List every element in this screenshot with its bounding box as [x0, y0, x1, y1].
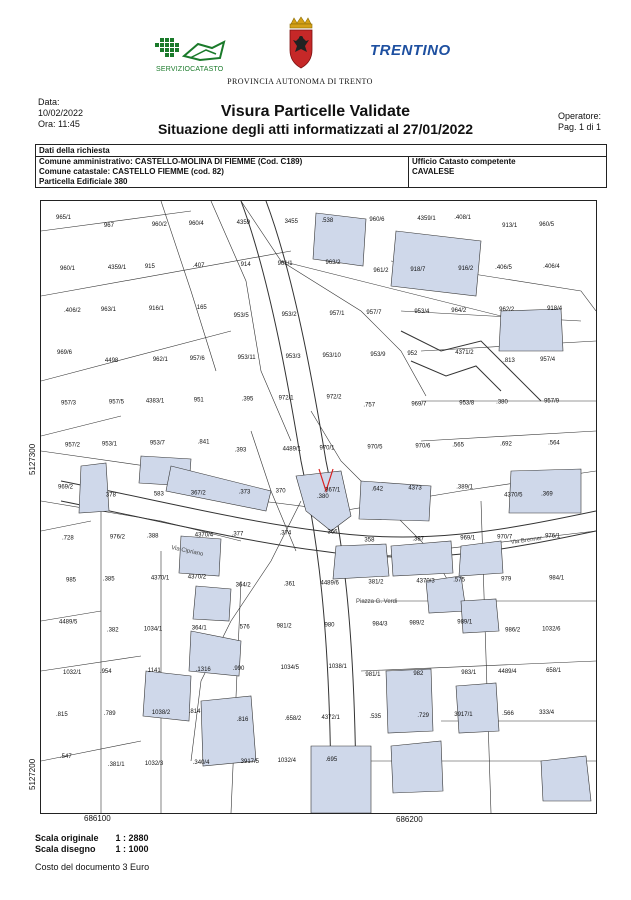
parcel-label: .538 [321, 218, 334, 224]
scala-originale-value: 1 : 2880 [115, 833, 149, 843]
parcel-label: .385 [102, 576, 115, 583]
parcel-label: 915 [144, 263, 155, 270]
trentino-logo: TRENTINO [370, 42, 451, 59]
parcel-label: 953/5 [233, 312, 249, 319]
parcel-label: 989/1 [457, 619, 473, 626]
parcel-label: 962/2 [499, 306, 515, 313]
parcel-label: 985 [66, 577, 77, 584]
parcel-label: 583 [153, 491, 164, 498]
street-label-via-brenner: Via Brenner [510, 535, 543, 546]
parcel-label: .658/2 [284, 716, 302, 723]
parcel-label: .374 [279, 530, 292, 537]
date-value: 10/02/2022 [38, 108, 84, 118]
parcel-label: .692 [500, 441, 512, 448]
parcel-label: 4489/1 [282, 446, 301, 453]
cadastral-map [40, 200, 597, 814]
parcel-label: .408/1 [454, 215, 471, 221]
parcel-label: 3455 [284, 219, 298, 225]
request-data-box [35, 144, 607, 188]
parcel-label: .642 [371, 486, 384, 493]
parcel-label: 366 [327, 529, 338, 536]
parcel-label: 982 [413, 671, 424, 678]
parcel-label: 4359/1 [417, 216, 436, 222]
parcel-label: 951 [193, 397, 204, 404]
parcel-label: 3917/1 [454, 712, 473, 719]
parcel-label: 970/1 [319, 445, 335, 452]
parcel-label: 4370/4 [194, 532, 214, 539]
parcel-label: 367/2 [190, 490, 206, 497]
parcel-label: .954 [99, 669, 112, 676]
parcel-label: .789 [103, 711, 116, 718]
parcel-label: 969/1 [460, 535, 476, 542]
parcel-label: 953/2 [281, 311, 297, 318]
operator-label: Operatore: [558, 111, 602, 121]
parcel-label: 333/4 [539, 710, 555, 717]
parcel-label: 1034/1 [143, 626, 163, 633]
parcel-label: 963/1 [100, 306, 116, 313]
parcel-label: .729 [417, 713, 430, 720]
ufficio-label: Ufficio Catasto competente [412, 157, 516, 166]
parcel-label: .367/1 [323, 487, 341, 494]
particella: Particella Edificiale 380 [39, 177, 128, 186]
parcel-label: 969/7 [411, 401, 427, 408]
parcel-label: 1141 [147, 668, 161, 675]
parcel-label: 953/11 [237, 354, 256, 361]
parcel-label: .815 [56, 712, 68, 719]
parcel-label: 965/1 [56, 215, 72, 221]
parcel-label: 1032/4 [277, 758, 296, 765]
parcel-label: 963/2 [325, 259, 341, 266]
parcel-label: 960/2 [151, 222, 167, 228]
parcel-label: .841 [197, 439, 210, 446]
parcel-label: 4372/1 [321, 715, 340, 722]
parcel-label: 960/1 [60, 265, 76, 272]
parcel-label: 4359/1 [107, 264, 127, 271]
parcel-label: 984/3 [372, 621, 388, 628]
parcel-label: 378 [105, 492, 116, 499]
parcel-label: 957/4 [540, 356, 556, 363]
parcel-label: 969/2 [58, 484, 74, 491]
scala-originale-label: Scala originale [35, 833, 99, 843]
parcel-label: .565 [452, 442, 464, 449]
parcel-label: 960/6 [369, 217, 385, 223]
map-drawing [41, 201, 596, 813]
ufficio-value: CAVALESE [412, 167, 455, 176]
parcel-label: 4489/6 [320, 580, 339, 587]
parcel-label: .389/1 [456, 484, 473, 491]
parcel-label: 953/10 [322, 352, 341, 359]
parcel-label: .813 [503, 357, 515, 364]
parcel-label: 358 [364, 537, 375, 544]
parcel-label: 960/4 [188, 221, 204, 227]
parcel-label: .387 [412, 536, 425, 543]
parcel-label: .575 [453, 577, 465, 584]
coord-y-top: 5127300 [28, 443, 37, 475]
parcel-label: 3917/5 [240, 759, 260, 766]
scala-disegno-value: 1 : 1000 [115, 844, 149, 854]
parcel-label: 4370/1 [150, 575, 170, 582]
target-parcel-label: .380 [317, 494, 329, 500]
parcel-label: .407 [192, 262, 205, 269]
parcel-label: 364/1 [191, 625, 207, 632]
time-value: Ora: 11:45 [38, 119, 80, 129]
parcel-label: 957/6 [189, 355, 205, 362]
parcel-label: 957/3 [61, 400, 77, 407]
parcel-label: 4489/5 [59, 619, 78, 626]
catasto-logo-text: SERVIZIOCATASTO [156, 66, 224, 73]
parcel-label: 4498 [104, 357, 119, 364]
parcel-label: .393 [234, 447, 247, 454]
parcel-label: 913/1 [502, 223, 518, 229]
street-label-via-cipriano: Via Cipriano [170, 545, 204, 558]
parcel-label: 976/1 [545, 533, 561, 540]
parcel-label: 1038/2 [151, 710, 171, 717]
parcel-label: .388 [146, 533, 159, 540]
parcel-label: 981/2 [276, 623, 292, 630]
date-label: Data: [38, 97, 60, 107]
parcel-label: 953/7 [149, 440, 165, 447]
parcel-label: 4371/2 [455, 349, 474, 356]
parcel-label: 969/6 [57, 349, 73, 356]
scala-disegno-label: Scala disegno [35, 844, 96, 854]
parcel-label: .535 [369, 714, 382, 721]
parcel-label: 916/1 [148, 305, 164, 312]
parcel-label: 970/7 [497, 534, 513, 541]
parcel-label: 962/1 [152, 356, 168, 363]
parcel-label: .547 [60, 754, 72, 761]
parcel-label: .373 [238, 489, 251, 496]
parcel-label: 981/1 [365, 672, 381, 679]
parcel-label: 952 [407, 350, 418, 357]
parcel-label: 961/1 [277, 260, 293, 267]
parcel-label: 970/5 [367, 444, 383, 451]
parcel-label: .990 [232, 666, 245, 673]
parcel-label: 1038/1 [328, 664, 347, 671]
parcel-label: .1316 [195, 667, 211, 674]
coord-x-right: 686200 [396, 815, 423, 824]
box-divider [408, 156, 409, 187]
parcel-label: 4370/2 [187, 574, 207, 581]
parcel-label: .757 [363, 402, 376, 409]
parcel-label: .566 [502, 711, 514, 718]
parcel-label: 961/2 [373, 267, 389, 274]
comune-amministrativo: Comune amministrativo: CASTELLO-MOLINA DI FIEMME (Cod. C189) [39, 157, 303, 166]
parcel-label: 914 [240, 261, 251, 268]
parcel-label: 4370/3 [416, 578, 435, 585]
scala-originale-row [35, 833, 149, 844]
parcel-label: 1032/6 [542, 626, 561, 633]
parcel-label: 4489/4 [498, 669, 517, 676]
parcel-label: 957/5 [108, 399, 124, 406]
parcel-label: 4373 [408, 485, 422, 492]
parcel-label: .406/2 [64, 307, 81, 314]
parcel-label: 957/2 [65, 442, 81, 449]
comune-catastale: Comune catastale: CASTELLO FIEMME (cod. 82) [39, 167, 224, 176]
document-cost: Costo del documento 3 Euro [35, 862, 150, 872]
parcel-label: .816 [236, 717, 249, 724]
parcel-label: 957/9 [544, 398, 560, 405]
parcel-label: 4383/1 [145, 398, 165, 405]
street-label-piazza-verdi: Piazza G. Verdi [356, 599, 398, 605]
parcel-label: .381/1 [107, 762, 125, 769]
parcel-label: 1032/1 [63, 670, 82, 677]
parcel-label: 370 [275, 488, 286, 495]
parcel-label: 970/6 [415, 443, 431, 450]
parcel-label: 953/9 [370, 351, 386, 358]
scale-block [35, 833, 149, 855]
parcel-label: 658/1 [546, 668, 562, 675]
province-name: PROVINCIA AUTONOMA DI TRENTO [227, 77, 373, 86]
parcel-label: 957/7 [366, 309, 382, 316]
document-title: Visura Particelle Validate [220, 103, 411, 120]
parcel-label: .814 [188, 709, 201, 716]
catasto-logo-graphic [150, 34, 230, 66]
parcel-label: .340/4 [192, 760, 210, 767]
document-subtitle: Situazione degli atti informatizzati al 27/01/2022 [157, 121, 474, 137]
parcel-label: 918/4 [547, 305, 563, 312]
parcel-label: .406/4 [543, 263, 560, 270]
catasto-logo [150, 34, 230, 80]
parcel-label: 165 [196, 304, 207, 311]
parcel-label: 918/7 [410, 266, 426, 273]
parcel-label: 364/2 [235, 582, 251, 589]
parcel-label: .382 [106, 627, 119, 634]
parcel-label: .406/5 [495, 264, 512, 271]
parcel-label: 983/1 [461, 670, 477, 677]
parcel-label: .695 [325, 757, 338, 764]
page-indicator: Pag. 1 di 1 [558, 122, 602, 132]
parcel-label: .361 [283, 581, 296, 588]
request-heading: Dati della richiesta [36, 145, 606, 157]
parcel-label: 953/1 [101, 441, 117, 448]
parcel-label: 916/2 [458, 265, 474, 272]
parcel-label: 967 [103, 223, 114, 229]
parcel-label: 972/2 [326, 394, 342, 401]
buildings [79, 213, 591, 813]
parcel-label: 957/1 [329, 310, 345, 317]
parcel-label: 984/1 [549, 575, 565, 582]
coord-y-bottom: 5127200 [28, 758, 37, 790]
parcel-label: .377 [231, 531, 244, 538]
parcel-label: .380 [496, 399, 508, 406]
parcel-label: 986/2 [505, 627, 521, 634]
parcel-label: .564 [548, 440, 560, 447]
parcel-label: 1032/3 [144, 761, 164, 768]
parcel-label: 989/2 [409, 620, 425, 627]
parcel-label: 979 [501, 576, 512, 583]
parcel-label: 4359 [236, 220, 251, 226]
parcel-label: 576 [239, 624, 250, 631]
parcel-label: 1034/5 [280, 665, 299, 672]
parcel-label: 964/2 [451, 307, 467, 314]
parcel-label: .395 [241, 396, 254, 403]
parcel-label: 381/2 [368, 579, 384, 586]
parcel-label: 4370/5 [504, 492, 523, 499]
parcel-label: 953/3 [285, 353, 301, 360]
parcel-label: 953/8 [459, 400, 475, 407]
parcel-label: .728 [62, 535, 74, 542]
parcel-label: 960/5 [539, 222, 555, 228]
coord-x-left: 686100 [84, 814, 111, 823]
parcel-label: 972/1 [278, 395, 294, 402]
scala-disegno-row [35, 844, 149, 855]
parcel-label: 953/4 [414, 308, 430, 315]
parcel-label: 976/2 [109, 534, 125, 541]
parcel-label: 980 [324, 622, 335, 629]
province-crest [285, 16, 317, 72]
parcel-label: .369 [541, 491, 553, 498]
